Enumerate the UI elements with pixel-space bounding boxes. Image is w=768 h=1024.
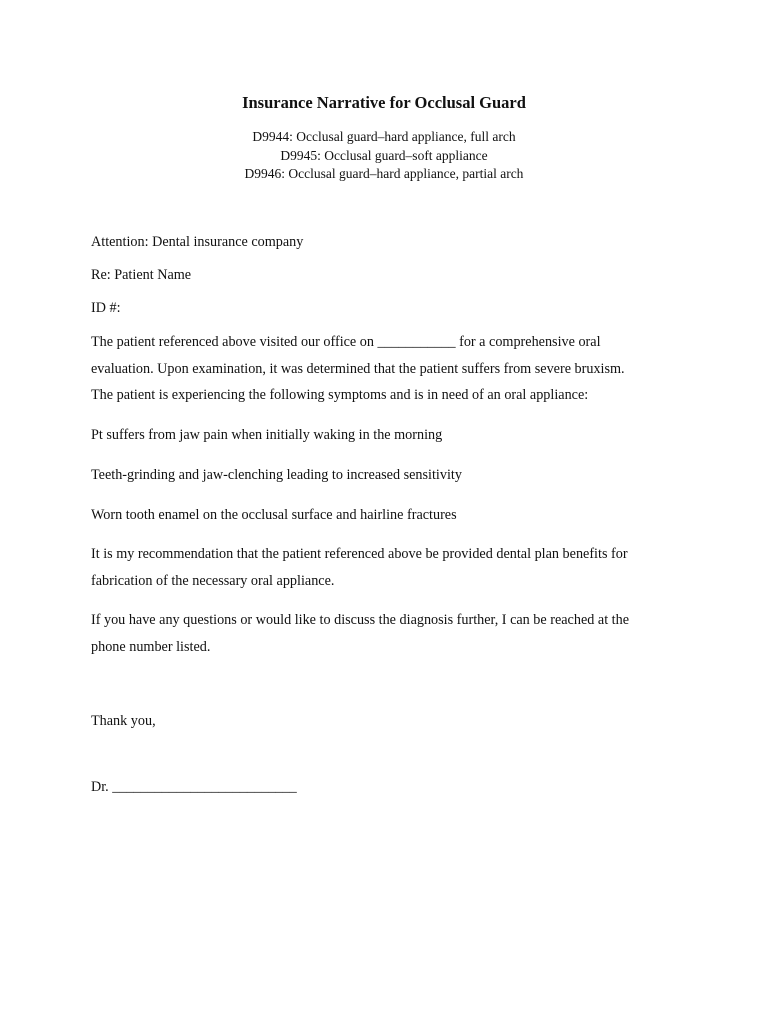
signature-line: Dr. __________________________	[91, 779, 297, 795]
attention-line: Attention: Dental insurance company	[91, 234, 304, 250]
closing-line: Thank you,	[91, 713, 156, 729]
document-title: Insurance Narrative for Occlusal Guard	[242, 93, 526, 112]
symptom-teeth-grinding: Teeth-grinding and jaw-clenching leading to increased sensitivity	[91, 467, 462, 483]
questions-line: phone number listed.	[91, 638, 211, 655]
recommendation-line: It is my recommendation that the patient referenced above be provided dental plan benefits for	[91, 546, 628, 562]
symptom-jaw-pain: Pt suffers from jaw pain when initially waking in the morning	[91, 427, 443, 443]
procedure-code-d9944: D9944: Occlusal guard–hard appliance, full arch	[252, 129, 516, 144]
intro-line: evaluation. Upon examination, it was determined that the patient suffers from severe bruxism.	[91, 360, 625, 377]
recommendation-line: fabrication of the necessary oral appliance.	[91, 572, 335, 589]
procedure-code-d9945: D9945: Occlusal guard–soft appliance	[280, 147, 488, 163]
questions-paragraph	[91, 607, 671, 660]
intro-paragraph	[91, 329, 671, 409]
re-line: Re: Patient Name	[91, 267, 192, 283]
procedure-code-d9946: D9946: Occlusal guard–hard appliance, partial arch	[244, 166, 524, 181]
questions-line: If you have any questions or would like to discuss the diagnosis further, I can be reached at the	[91, 612, 630, 628]
procedure-codes	[0, 128, 768, 184]
intro-line: The patient is experiencing the following symptoms and is in need of an oral appliance:	[91, 387, 589, 403]
intro-line: The patient referenced above visited our office on ___________ for a comprehensive oral	[91, 334, 601, 350]
symptom-worn-enamel: Worn tooth enamel on the occlusal surface and hairline fractures	[91, 507, 457, 523]
recommendation-paragraph	[91, 541, 671, 594]
id-line: ID #:	[91, 300, 121, 316]
